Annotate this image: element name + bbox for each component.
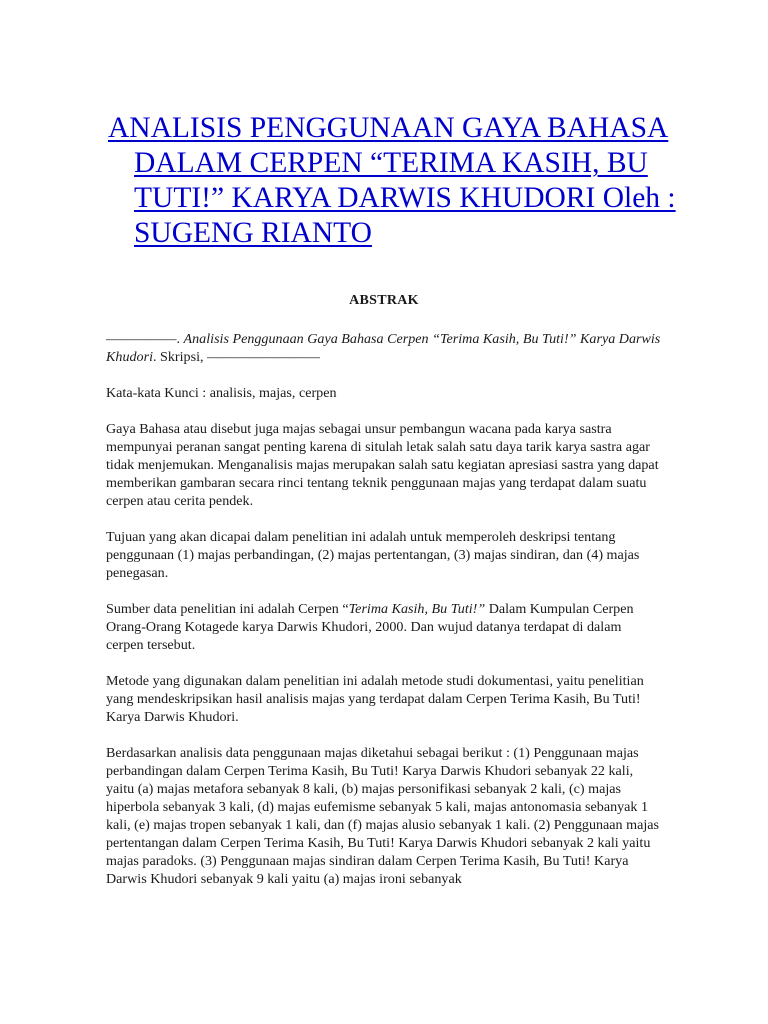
sumber-before: Sumber data penelitian ini adalah Cerpen “: [106, 601, 349, 617]
tujuan-paragraph: Tujuan yang akan dicapai dalam penelitian ini adalah untuk memperoleh deskripsi tentang penggunaan (1) majas perbandingan, (2) majas pertentangan, (3) majas sindiran, dan (4) majas penegasan.: [106, 529, 640, 581]
sumber-paragraph: [106, 600, 662, 654]
sumber-after: Dalam Kumpulan Cerpen Orang-Orang Kotagede karya Darwis Khudori, 2000. Dan wujud datanya terdapat di dalam cerpen tersebut.: [106, 601, 634, 653]
abstract-body: [106, 330, 662, 906]
citation-italic-title: Analisis Penggunaan Gaya Bahasa Cerpen “Terima Kasih, Bu Tuti!” Karya Darwis Khudori: [106, 331, 661, 365]
hasil-paragraph: Berdasarkan analisis data penggunaan majas diketahui sebagai berikut : (1) Penggunaan majas perbandingan dalam Cerpen Terima Kasih, Bu Tuti! Karya Darwis Khudori sebanyak 22 kali, yaitu (a) majas metafora sebanyak 8 kali, (b) majas personifikasi sebanyak 2 kali, (c) majas hiperbola sebanyak 3 kali, (d) majas eufemisme sebanyak 5 kali, majas antonomasia sebanyak 1 kali, (e) majas tropen sebanyak 1 kali, dan (f) majas alusio sebanyak 1 kali. (2) Penggunaan majas pertentangan dalam Cerpen Terima Kasih, Bu Tuti! Karya Darwis Khudori sebanyak 2 kali yaitu majas paradoks. (3) Penggunaan majas sindiran dalam Cerpen Terima Kasih, Bu Tuti! Karya Darwis Khudori sebanyak 9 kali yaitu (a) majas ironi sebanyak: [106, 745, 660, 887]
gaya-bahasa-paragraph: Gaya Bahasa atau disebut juga majas sebagai unsur pembangun wacana pada karya sastra mempunyai peranan sangat penting karena di situlah letak salah satu daya tarik karya sastra agar tidak menjemukan. Menganalisis majas merupakan salah satu kegiatan apresiasi sastra yang dapat memberikan gambaran secara rinci tentang teknik penggunaan majas yang terdapat dalam suatu cerpen atau cerita pendek.: [106, 421, 659, 509]
document-title-link[interactable]: ANALISIS PENGGUNAAN GAYA BAHASA DALAM CERPEN “TERIMA KASIH, BU TUTI!” KARYA DARWIS KHUDORI Oleh : SUGENG RIANTO: [108, 112, 676, 249]
abstract-heading: ABSTRAK: [349, 293, 419, 308]
citation-paragraph: [106, 330, 662, 366]
keywords-paragraph: Kata-kata Kunci : analisis, majas, cerpen: [106, 385, 337, 401]
sumber-italic: Terima Kasih, Bu Tuti!”: [348, 601, 486, 617]
citation-suffix: . Skripsi, ————————: [153, 349, 320, 365]
metode-paragraph: Metode yang digunakan dalam penelitian ini adalah metode studi dokumentasi, yaitu penelitian yang mendeskripsikan hasil analisis majas yang terdapat dalam Cerpen Terima Kasih, Bu Tuti! Karya Darwis Khudori.: [106, 673, 644, 725]
citation-dash: —————.: [106, 331, 180, 347]
